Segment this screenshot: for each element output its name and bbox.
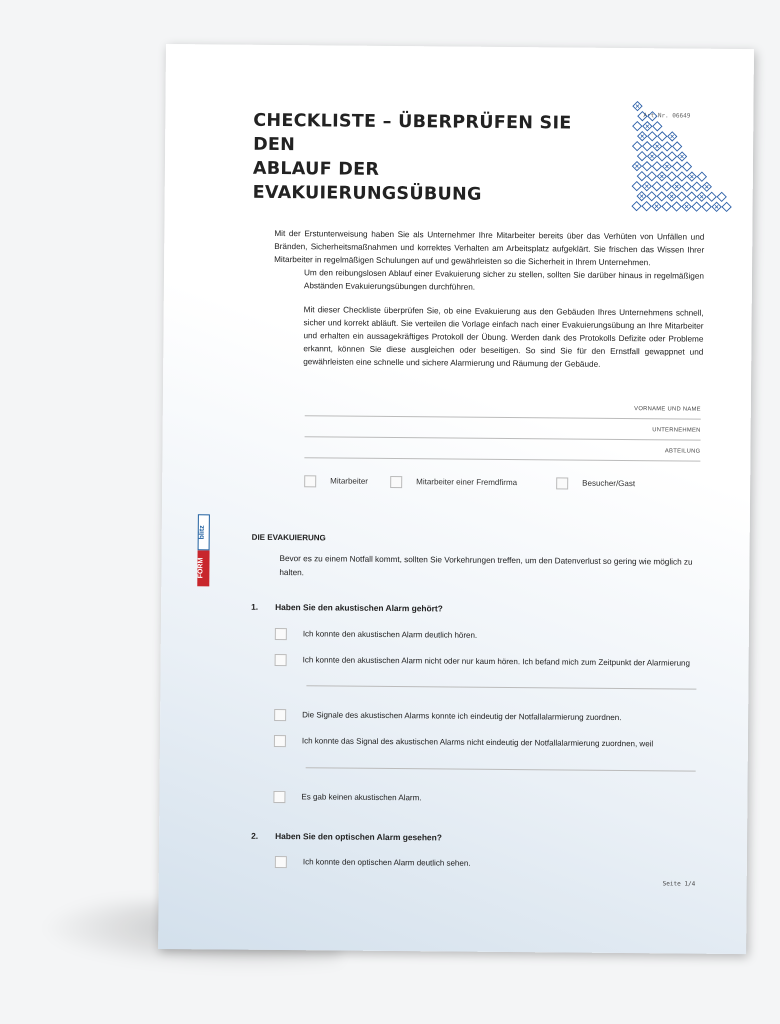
pattern-diamond <box>653 122 662 131</box>
section-title: DIE EVAKUIERUNG <box>251 532 326 543</box>
q2-option-1-label: Ich konnte den optischen Alarm deutlich sehen. <box>302 857 471 868</box>
q1-option-3-checkbox[interactable] <box>274 709 286 721</box>
pattern-diamond <box>682 182 691 191</box>
question-1-number: 1. <box>251 601 259 612</box>
q1-option-3[interactable] <box>274 709 621 724</box>
pattern-diamond <box>722 202 731 211</box>
pattern-diamond <box>657 192 666 201</box>
pattern-diamond <box>658 152 667 161</box>
pattern-cross <box>670 195 673 198</box>
intro-text <box>273 227 704 383</box>
pattern-diamond <box>642 162 651 171</box>
pattern-diamond <box>692 202 701 211</box>
pattern-cross <box>645 185 648 188</box>
pattern-diamond <box>677 172 686 181</box>
pattern-diamond <box>647 192 656 201</box>
pattern-diamond <box>707 192 716 201</box>
intro-paragraph-3: Mit dieser Checkliste überprüfen Sie, ob eine Evakuierung aus den Gebäuden Ihres Unternehmens schnell, sicher und korrekt abläuft. Sie verteilen die Vorlage einfach nach einer Evakuierungsübung an Ihre Mitarbeiter und erhalten ein aussagekräftiges Protokoll der Übung. Werden dank des Protokolls Defizite oder Probleme erkannt, können Sie diese ausgleichen oder beseitigen. So sind Sie für den Ernstfall gewappnet und gewährleisten eine schnelle und sichere Alarmierung und Räumung der Gebäude. <box>303 305 704 369</box>
pattern-diamond <box>668 152 677 161</box>
pattern-cross <box>651 155 654 158</box>
intro-paragraph-1: Mit der Erstunterweisung haben Sie als Unternehmer Ihre Mitarbeiter bereits über das Verhüten von Unfällen und Bränden, Sicherheitsmaßnahmen und korrektes Verhalten am Arbeitsplatz aufgeklärt. Sie frischen das Wissen Ihrer Mitarbeiter in regelmäßigen Schulungen auf und gewährleisten so die Sicherheit in Ihrem Unternehmen. <box>274 228 705 268</box>
pattern-diamond <box>697 172 706 181</box>
logo-blitz: blitz <box>198 514 210 550</box>
section-intro: Bevor es zu einem Notfall kommt, sollten Sie Vorkehrungen treffen, um den Datenverlust so gering wie möglich zu halten. <box>279 554 693 578</box>
q1-option-2-label: Ich konnte den akustischen Alarm nicht oder nur kaum hören. Ich befand mich zum Zeitpunkt der Alarmierung <box>302 655 690 668</box>
department-field[interactable] <box>304 445 700 461</box>
q1-option-5-label: Es gab keinen akustischen Alarm. <box>301 792 422 803</box>
pattern-cross <box>671 135 674 138</box>
role-employee-label: Mitarbeiter <box>330 476 369 486</box>
role-external-checkbox[interactable] <box>390 476 402 488</box>
pattern-diamond <box>702 202 711 211</box>
question-1 <box>251 602 443 614</box>
title-line-1: CHECKLISTE – ÜBERPRÜFEN SIE DEN <box>253 110 572 156</box>
pattern-cross <box>690 175 693 178</box>
q1-option-3-label: Die Signale des akustischen Alarms konnte ich eindeutig der Notfallalarmierung zuordnen. <box>302 710 622 723</box>
pattern-cross <box>705 185 708 188</box>
pattern-diamond <box>662 182 671 191</box>
diamond-pattern-icon <box>626 98 737 224</box>
q1-option-1-checkbox[interactable] <box>275 628 287 640</box>
pattern-cross <box>641 135 644 138</box>
department-field-label: ABTEILUNG <box>664 448 701 455</box>
pattern-diamond <box>643 142 652 151</box>
q1-option-2-answer-line[interactable] <box>306 685 696 689</box>
pattern-cross <box>681 155 684 158</box>
q1-option-4[interactable] <box>274 735 653 750</box>
pattern-cross <box>700 195 703 198</box>
pattern-diamond <box>692 182 701 191</box>
name-field-label: VORNAME UND NAME <box>634 406 701 413</box>
pattern-diamond <box>682 162 691 171</box>
pattern-diamond <box>637 172 646 181</box>
pattern-diamond <box>667 172 676 181</box>
pattern-diamond <box>717 192 726 201</box>
question-2-number: 2. <box>251 830 259 841</box>
q1-option-4-checkbox[interactable] <box>274 735 286 747</box>
q1-option-2[interactable] <box>275 654 690 670</box>
pattern-diamond <box>632 182 641 191</box>
pattern-cross <box>660 175 663 178</box>
q1-option-5-checkbox[interactable] <box>273 791 285 803</box>
title-line-2: ABLAUF DER EVAKUIERUNGSÜBUNG <box>252 158 482 205</box>
pattern-diamond <box>663 142 672 151</box>
question-2 <box>251 831 442 843</box>
pattern-cross <box>646 125 649 128</box>
q2-option-1-checkbox[interactable] <box>275 856 287 868</box>
pattern-diamond <box>638 112 647 121</box>
logo-form: FORM <box>197 550 209 586</box>
pattern-diamond <box>648 112 657 121</box>
pattern-diamond <box>687 192 696 201</box>
q1-option-5[interactable] <box>273 791 421 804</box>
q1-option-4-label: Ich konnte das Signal des akustischen Alarms nicht eindeutig der Notfallalarmierung zuordnen, weil <box>301 736 654 749</box>
intro-paragraph-2: Um den reibungslosen Ablauf einer Evakuierung sicher zu stellen, sollten Sie darüber hinaus in regelmäßigen Abständen Evakuierungsübungen durchführen. <box>303 268 705 292</box>
role-visitor-checkbox[interactable] <box>556 477 568 489</box>
document-title <box>253 109 594 208</box>
pattern-diamond <box>672 202 681 211</box>
pattern-diamond <box>648 132 657 141</box>
role-visitor[interactable] <box>556 477 635 490</box>
company-field-label: UNTERNEHMEN <box>652 427 701 434</box>
pattern-diamond <box>647 172 656 181</box>
pattern-diamond <box>652 182 661 191</box>
pattern-cross <box>640 195 643 198</box>
question-2-text: Haben Sie den optischen Alarm gesehen? <box>275 830 442 843</box>
pattern-cross <box>715 205 718 208</box>
q1-option-1[interactable] <box>275 628 477 642</box>
formblitz-logo <box>197 514 210 586</box>
pattern-cross <box>685 205 688 208</box>
pattern-diamond <box>672 162 681 171</box>
pattern-diamond <box>633 142 642 151</box>
pattern-diamond <box>662 202 671 211</box>
pattern-cross <box>635 165 638 168</box>
pattern-cross <box>655 205 658 208</box>
pattern-cross <box>665 165 668 168</box>
document-page <box>158 44 754 954</box>
page-number: Seite 1/4 <box>662 880 696 888</box>
pattern-diamond <box>677 192 686 201</box>
role-visitor-label: Besucher/Gast <box>582 478 636 489</box>
pattern-diamond <box>633 122 642 131</box>
pattern-cross <box>675 185 678 188</box>
role-external-employee[interactable] <box>390 476 517 489</box>
q1-option-2-checkbox[interactable] <box>275 654 287 666</box>
pattern-diamond <box>658 132 667 141</box>
role-employee[interactable] <box>304 475 368 488</box>
question-1-text: Haben Sie den akustischen Alarm gehört? <box>275 601 443 614</box>
q1-option-1-label: Ich konnte den akustischen Alarm deutlich hören. <box>302 629 478 640</box>
pattern-diamond <box>638 152 647 161</box>
pattern-diamond <box>673 142 682 151</box>
q1-option-4-answer-line[interactable] <box>306 767 696 771</box>
company-field[interactable] <box>305 424 701 440</box>
pattern-diamond <box>642 202 651 211</box>
pattern-diamond <box>652 162 661 171</box>
pattern-cross <box>656 145 659 148</box>
q2-option-1[interactable] <box>275 856 471 870</box>
pattern-diamond <box>632 202 641 211</box>
pattern-cross <box>636 105 639 108</box>
role-employee-checkbox[interactable] <box>304 475 316 487</box>
name-field[interactable] <box>305 403 701 419</box>
article-number: Art.Nr. 06649 <box>643 112 691 120</box>
role-external-label: Mitarbeiter einer Fremdfirma <box>416 477 518 488</box>
